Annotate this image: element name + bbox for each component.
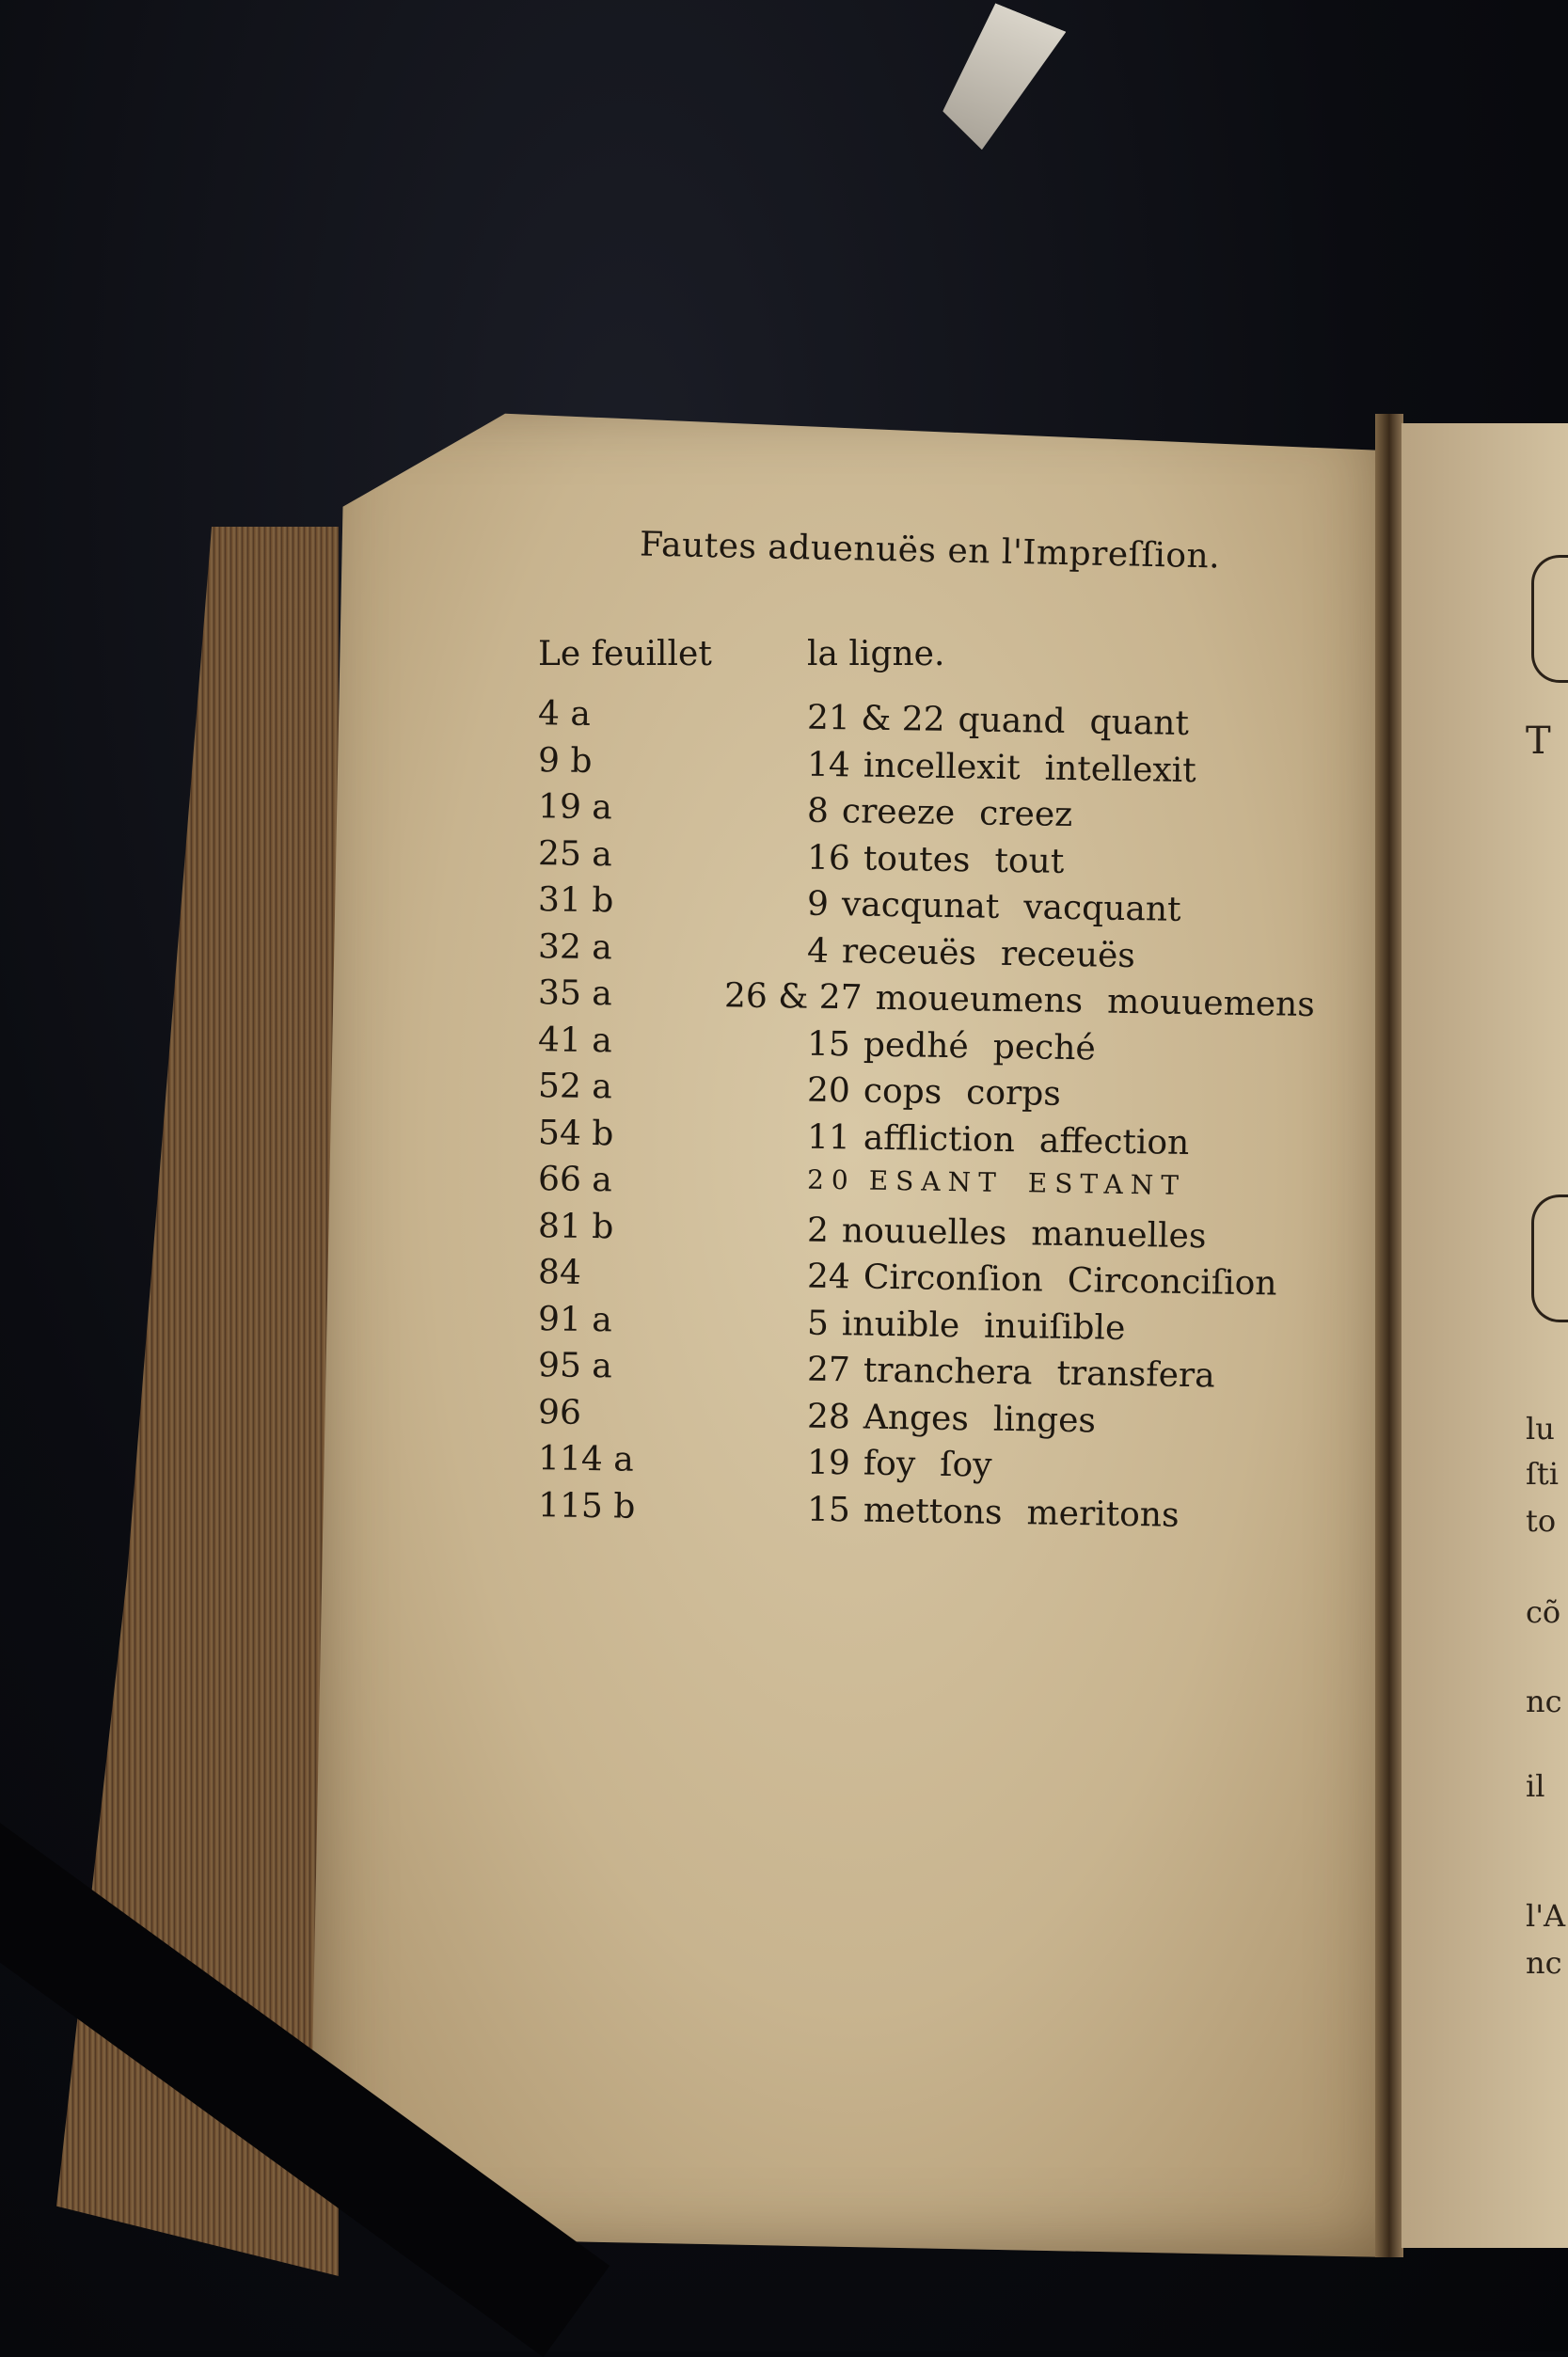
errata-error: moueumens [875,978,1084,1021]
errata-line-number: 21 & 22 [806,698,945,739]
errata-error: nouuelles [841,1210,1007,1253]
errata-correction: ESTANT [1027,1167,1187,1201]
column-header-line: la ligne. [807,635,945,673]
errata-line [807,1258,1277,1304]
errata-line [807,1164,1186,1201]
facing-page-fragment: cõ [1526,1594,1561,1630]
errata-leaf: 84 [537,1253,582,1292]
errata-error: cops [863,1071,942,1112]
column-header-leaf: Le feuillet [538,635,712,673]
errata-error: inuible [841,1304,960,1345]
errata-error: ESANT [868,1164,1005,1198]
errata-line [807,1024,1096,1068]
facing-page-fragment: il [1526,1768,1545,1804]
errata-line [807,838,1065,880]
facing-page-fragment: l'A [1526,1898,1566,1934]
errata-leaf: 114 a [537,1439,635,1479]
facing-page-fragment: ſti [1526,1456,1559,1492]
errata-leaf: 81 b [537,1206,614,1246]
errata-leaf: 19 a [537,787,613,828]
errata-correction: linges [992,1400,1097,1440]
errata-line-number: 5 [806,1304,830,1343]
errata-error: Circonſion [863,1258,1044,1300]
errata-line-number: 28 [806,1397,851,1436]
errata-correction: ſoy [939,1445,992,1485]
errata-line-number: 27 [806,1350,851,1390]
errata-correction: mouuemens [1106,982,1316,1025]
errata-leaf: 31 b [537,880,614,921]
facing-page-fragment: nc [1526,1945,1562,1981]
errata-correction: receuës [1000,934,1136,975]
errata-leaf: 52 a [537,1067,613,1107]
errata-line-number: 8 [806,791,830,830]
errata-line-number: 26 & 27 [723,976,863,1018]
facing-page-fragment: to [1526,1503,1557,1539]
ornament-icon [1531,555,1568,683]
errata-error: incellexit [863,746,1021,787]
errata-line [807,1444,992,1485]
errata-line-number: 16 [806,838,851,878]
errata-correction: corps [965,1073,1062,1114]
errata-line-number: 19 [806,1443,851,1483]
errata-line [807,1490,1180,1534]
errata-line [807,1117,1190,1162]
errata-correction: meritons [1026,1493,1180,1535]
errata-error: toutes [863,839,971,879]
errata-line-number: 20 [806,1163,857,1196]
errata-leaf: 32 a [537,926,613,967]
errata-error: affliction [863,1118,1016,1160]
errata-line [807,1210,1207,1256]
errata-line-number: 14 [806,745,851,784]
errata-line-number: 24 [806,1257,851,1297]
ornament-icon [1531,1194,1568,1322]
errata-leaf: 35 a [537,973,613,1014]
errata-correction: affection [1038,1120,1190,1163]
errata-error: creeze [841,792,956,833]
facing-page-fragment: nc [1526,1684,1562,1719]
errata-line [807,792,1073,834]
errata-line [807,1351,1215,1396]
facing-page-fragment: lu [1526,1411,1555,1447]
errata-correction: quant [1089,703,1190,743]
errata-correction: creez [978,794,1073,835]
errata-leaf: 95 a [537,1346,613,1386]
errata-correction: manuelles [1030,1213,1207,1256]
errata-correction: Circonciſion [1067,1260,1277,1304]
errata-line [807,1071,1061,1114]
errata-leaf: 41 a [537,1020,613,1060]
errata-correction: vacquant [1022,888,1181,929]
errata-error: quand [958,701,1066,741]
errata-error: Anges [863,1398,970,1438]
errata-leaf: 115 b [537,1485,636,1527]
errata-line-number: 9 [806,884,830,924]
errata-line-number: 15 [806,1024,851,1064]
facing-page-initial: T [1526,720,1551,763]
errata-line-number: 11 [806,1117,851,1157]
errata-leaf: 25 a [537,833,613,874]
errata-error: mettons [863,1491,1003,1532]
errata-leaf: 4 a [537,694,592,734]
errata-line [807,1397,1096,1440]
errata-error: receuës [841,931,977,973]
page-title: Fautes aduenuës en l'Impreſſion. [639,525,1221,577]
errata-line [807,885,1181,929]
errata-line [724,976,1315,1024]
errata-correction: tout [994,841,1065,881]
errata-correction: transfera [1056,1353,1215,1396]
errata-line-number: 4 [806,931,830,971]
errata-error: vacqunat [841,885,1000,926]
errata-error: tranchera [863,1351,1033,1393]
errata-line-number: 20 [806,1070,851,1111]
book-gutter [1375,414,1403,2257]
errata-line [807,699,1189,743]
errata-correction: intellexit [1044,749,1197,790]
errata-leaf: 91 a [537,1299,613,1339]
errata-line [807,1304,1126,1347]
errata-line [807,745,1196,789]
errata-leaf: 9 b [537,740,593,781]
errata-leaf: 66 a [537,1160,613,1200]
errata-leaf: 96 [537,1392,582,1432]
errata-correction: inuiſible [983,1306,1126,1348]
errata-line-number: 2 [806,1210,830,1250]
errata-line-number: 15 [806,1490,851,1529]
errata-error: pedhé [863,1025,970,1066]
errata-leaf: 54 b [537,1113,614,1153]
errata-line [807,931,1135,974]
errata-correction: peché [992,1027,1097,1068]
errata-error: foy [863,1444,916,1484]
